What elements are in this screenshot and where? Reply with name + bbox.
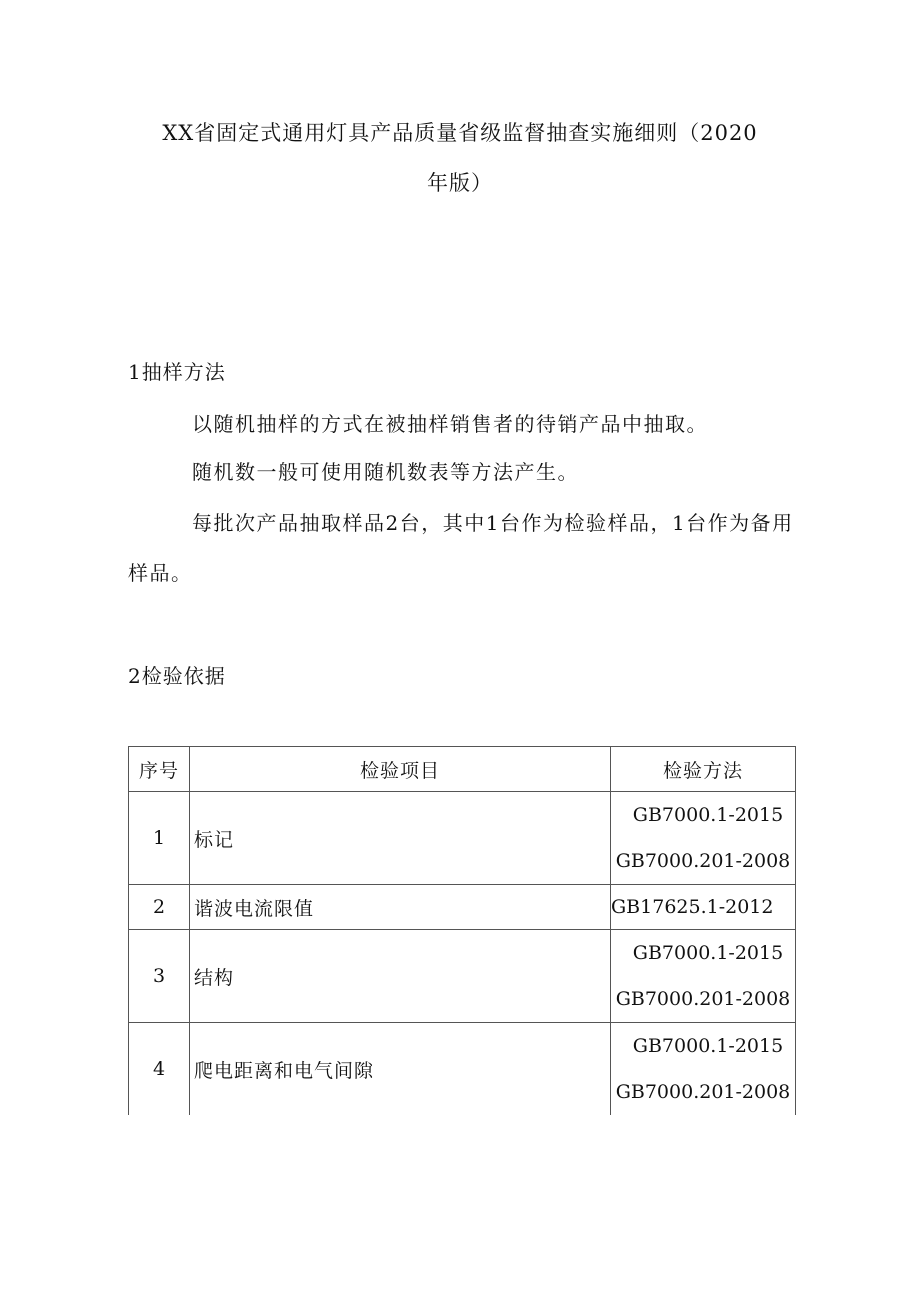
table-row xyxy=(129,930,796,1023)
row-no: 4 xyxy=(129,1023,190,1116)
row-methods xyxy=(611,885,796,930)
title-line-1: XX省固定式通用灯具产品质量省级监督抽查实施细则（2020 xyxy=(162,121,758,145)
section-1-paragraph-3: 每批次产品抽取样品2台，其中1台作为检验样品，1台作为备用样品。 xyxy=(128,511,794,585)
method-line: GB7000.1-2015 xyxy=(632,804,784,826)
header-method: 检验方法 xyxy=(611,747,796,792)
document-title xyxy=(110,108,810,208)
row-item: 谐波电流限值 xyxy=(190,885,611,930)
header-item: 检验项目 xyxy=(190,747,611,792)
table-row xyxy=(129,1023,796,1116)
section-2-heading: 2检验依据 xyxy=(128,664,226,688)
section-1-paragraph-2: 随机数一般可使用随机数表等方法产生。 xyxy=(192,460,579,484)
row-methods xyxy=(611,1023,796,1116)
header-no: 序号 xyxy=(129,747,190,792)
inspection-table xyxy=(128,746,796,1115)
section-1-paragraph-1: 以随机抽样的方式在被抽样销售者的待销产品中抽取。 xyxy=(192,412,708,436)
title-line-2: 年版） xyxy=(427,171,493,195)
method-line: GB17625.1-2012 xyxy=(611,896,774,918)
row-methods xyxy=(611,930,796,1023)
row-item: 结构 xyxy=(190,930,611,1023)
method-line: GB7000.1-2015 xyxy=(632,1035,784,1057)
method-line: GB7000.201-2008 xyxy=(615,988,791,1010)
method-line: GB7000.1-2015 xyxy=(632,942,784,964)
table-row xyxy=(129,792,796,885)
section-1-heading: 1抽样方法 xyxy=(128,360,226,384)
row-methods xyxy=(611,792,796,885)
method-line: GB7000.201-2008 xyxy=(615,1081,791,1103)
row-item: 爬电距离和电气间隙 xyxy=(190,1023,611,1116)
table-header-row xyxy=(129,747,796,792)
row-no: 1 xyxy=(129,792,190,885)
row-no: 3 xyxy=(129,930,190,1023)
method-line: GB7000.201-2008 xyxy=(615,850,791,872)
table-row xyxy=(129,885,796,930)
row-no: 2 xyxy=(129,885,190,930)
row-item: 标记 xyxy=(190,792,611,885)
